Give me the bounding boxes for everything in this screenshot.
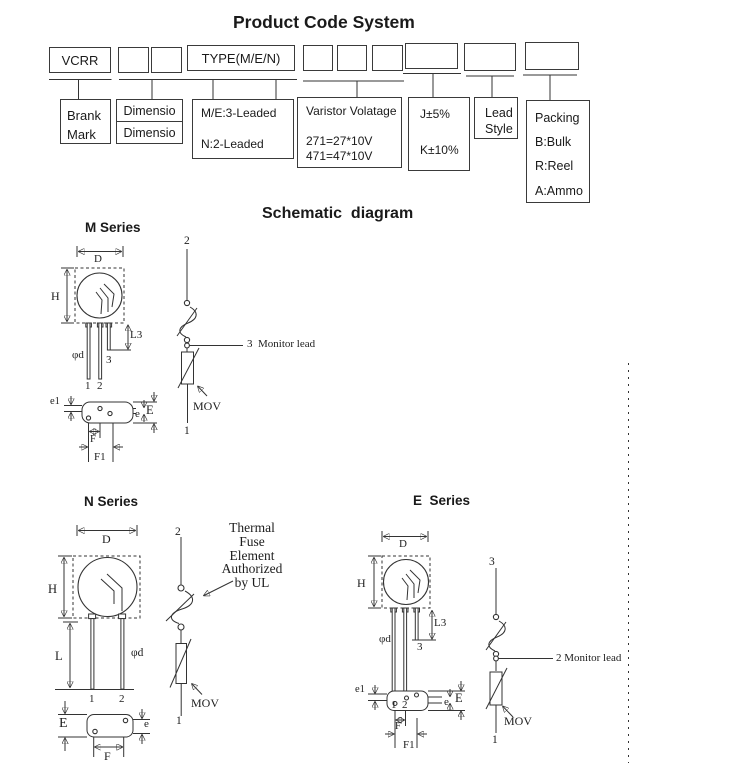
m-dim-f-label: F — [90, 434, 96, 445]
e-schem-pin-bottom-label: 1 — [492, 734, 498, 746]
n-dim-f-label: F — [104, 749, 111, 763]
code-box-type-label: TYPE(M/E/N) — [201, 50, 281, 66]
dimension-desc-cell1: Dimensio — [117, 100, 182, 122]
e-dim-f-label: F — [395, 721, 401, 732]
fuse-note-line2: Fuse — [239, 533, 265, 549]
m-dim-phid-label: φd — [72, 349, 84, 361]
m-dim-d-label: D — [94, 253, 102, 265]
thermal-fuse-note — [204, 521, 300, 590]
code-box-blank-5 — [372, 45, 403, 71]
lead-style-desc-line1: Lead — [485, 106, 513, 120]
e-pin1-label: 1 — [391, 699, 397, 711]
n-schem-pin-top-label: 2 — [175, 526, 181, 538]
n-dim-e-small-label: e — [144, 718, 149, 730]
code-box-blank-8 — [525, 42, 579, 70]
m-schem-pin-bottom-label: 1 — [184, 425, 190, 437]
brand-desc-line2: Mark — [67, 127, 96, 142]
voltage-desc-line1: 271=27*10V — [306, 134, 373, 148]
e-series-schematic — [486, 568, 553, 733]
packing-desc-line2: R:Reel — [535, 159, 574, 174]
n-dim-l-label: L — [55, 649, 63, 663]
fuse-note-line1: Thermal — [229, 520, 275, 535]
desc-box-packing — [526, 100, 590, 203]
brand-desc-line1: Brank — [67, 108, 101, 123]
m-dim-e-big-label: E — [146, 403, 154, 417]
e-pin2-label: 2 — [402, 699, 408, 711]
e-dim-d-label: D — [399, 538, 407, 550]
n-pin1-label: 1 — [89, 693, 95, 705]
e-dim-e-small-label: e — [444, 696, 449, 708]
n-series-drawing — [55, 525, 150, 757]
n-mov-label: MOV — [191, 696, 220, 710]
n-series-title: N Series — [84, 494, 139, 509]
m-pin1-label: 1 — [85, 380, 91, 392]
fuse-note-line4: Authorized — [221, 561, 283, 577]
e-dim-phid-label: φd — [379, 633, 391, 645]
m-pin2-label: 2 — [97, 380, 103, 392]
n-schem-pin-bottom-label: 1 — [176, 715, 182, 727]
n-dim-h-label: H — [48, 582, 58, 596]
e-series-title: E Series — [413, 493, 471, 508]
code-box-brand-label: VCRR — [61, 52, 99, 68]
desc-box-tolerance — [408, 97, 470, 171]
m-pin3-label: 3 — [106, 354, 112, 366]
code-box-blank-4 — [337, 45, 367, 71]
voltage-desc-title: Varistor Volatage — [306, 104, 397, 118]
packing-desc-title: Packing — [535, 111, 580, 125]
m-dim-e1-label: e1 — [50, 396, 60, 407]
m-dim-e-small-label: e — [135, 408, 140, 420]
dimension-desc-cell2: Dimensio — [123, 125, 176, 140]
n-dim-phid-label: φd — [131, 647, 144, 659]
e-dim-f1-label: F1 — [403, 739, 415, 751]
e-dim-e-big-label: E — [455, 691, 463, 705]
m-dim-l3-label: L3 — [130, 329, 143, 341]
m-series-title: M Series — [85, 220, 141, 235]
m-schem-pin-top-label: 2 — [184, 235, 190, 247]
e-mov-label: MOV — [504, 714, 533, 728]
e-pin3-label: 3 — [417, 641, 423, 653]
m-mov-label: MOV — [193, 399, 222, 413]
type-desc-line1: M/E:3-Leaded — [201, 106, 277, 120]
fuse-note-line5: by UL — [234, 575, 270, 591]
code-box-blank-7 — [464, 43, 516, 71]
e-dim-l3-label: L3 — [434, 617, 447, 629]
e-monitor-lead-label: 2 Monitor lead — [556, 652, 622, 664]
packing-desc-line1: B:Bulk — [535, 135, 572, 150]
e-dim-h-label: H — [357, 576, 366, 590]
voltage-desc-line2: 471=47*10V — [306, 149, 373, 163]
code-box-brand — [49, 47, 111, 73]
m-dim-h-label: H — [51, 289, 60, 303]
e-dim-e1-label: e1 — [355, 684, 365, 695]
desc-box-dimension — [116, 99, 183, 144]
desc-box-lead-style — [474, 97, 518, 139]
tolerance-desc-line2: K±10% — [420, 143, 459, 157]
code-box-type — [187, 45, 295, 71]
desc-box-type — [192, 99, 294, 159]
m-dim-f1-label: F1 — [94, 451, 106, 463]
tolerance-desc-line1: J±5% — [420, 107, 450, 121]
m-monitor-lead-label: 3 Monitor lead — [247, 338, 316, 350]
code-box-blank-1 — [118, 47, 149, 73]
product-code-title: Product Code System — [233, 12, 415, 32]
n-pin2-label: 2 — [119, 693, 125, 705]
packing-desc-line3: A:Ammo — [535, 183, 583, 198]
desc-box-voltage — [297, 97, 402, 168]
fuse-note-line3: Element — [229, 547, 275, 563]
type-desc-line2: N:2-Leaded — [201, 137, 264, 151]
n-dim-e-big-label: E — [59, 716, 68, 731]
lead-style-desc-line2: Style — [485, 122, 513, 136]
e-schem-pin-top-label: 3 — [489, 556, 495, 568]
schematic-title: Schematic diagram — [262, 205, 414, 222]
n-dim-d-label: D — [102, 532, 111, 546]
code-box-blank-2 — [151, 47, 182, 73]
code-box-blank-6 — [405, 43, 458, 69]
desc-box-brand-mark — [60, 99, 111, 144]
m-series-schematic — [177, 249, 243, 423]
code-box-blank-3 — [303, 45, 333, 71]
